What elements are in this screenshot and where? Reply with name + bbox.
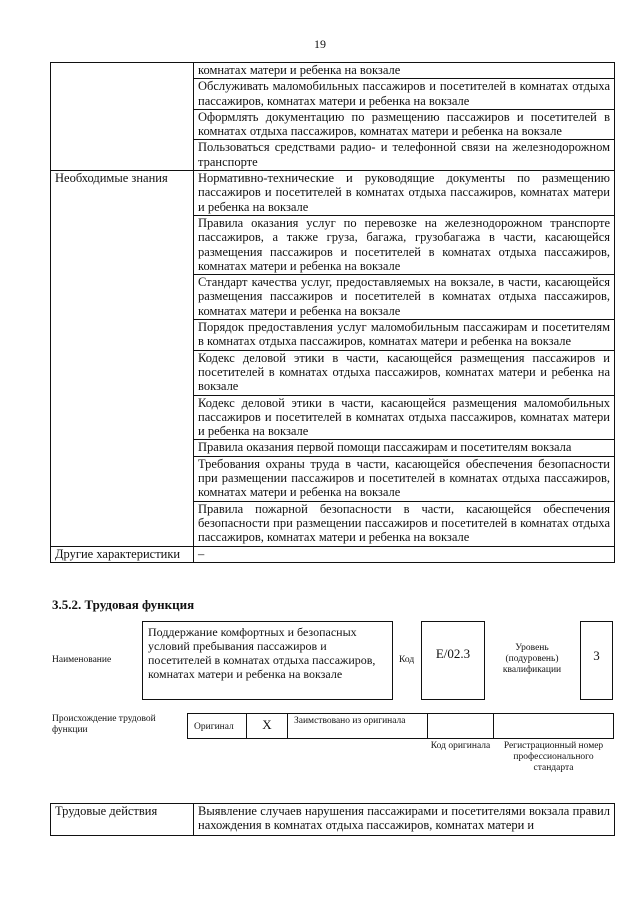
level-value-box: 3 — [580, 621, 613, 700]
table-row — [51, 63, 615, 79]
reg-number-caption: Регистрационный номер профессионального стандарта — [503, 741, 604, 773]
section-heading: 3.5.2. Трудовая функция — [52, 597, 195, 612]
original-mark-cell: X — [246, 713, 288, 739]
origin-label: Происхождение трудовой функции — [52, 714, 156, 735]
table-cell: Правила пожарной безопасности в части, касающейся обеспечения безопасности при размещении пассажиров и посетителей в комнатах отдыха пассажиров, комнатах матери и ребенка на вокзале — [194, 501, 615, 546]
table-cell: Правила оказания услуг по перевозке на железнодорожном транспорте пассажиров, а также груза, багажа, грузобагажа в части, касающейся размещения пассажиров и посетителей в комнатах отдыха пассажиров, комнатах матери и ребенка на вокзале — [194, 215, 615, 274]
origin-code-cell — [427, 713, 494, 739]
table-cell: Правила оказания первой помощи пассажирам и посетителям вокзала — [194, 440, 615, 456]
table-row — [51, 171, 615, 216]
labor-actions-table — [50, 803, 615, 836]
skills-knowledge-table — [50, 62, 615, 563]
code-value-box: E/02.3 — [421, 621, 485, 700]
table-row — [51, 804, 615, 836]
row-label — [51, 63, 194, 171]
table-cell: Кодекс деловой этики в части, касающейся размещения пассажиров и посетителей в комнатах отдыха пассажиров, комнатах матери и ребенка на вокзале — [194, 350, 615, 395]
original-label-cell: Оригинал — [187, 713, 247, 739]
page-number: 19 — [314, 37, 326, 51]
borrowed-label-cell: Заимствовано из оригинала — [287, 713, 428, 739]
table-cell: – — [194, 546, 615, 562]
table-cell: Порядок предоставления услуг маломобильным пассажирам и посетителям в комнатах отдыха пассажиров, комнатах матери и ребенка на вокзале — [194, 320, 615, 351]
table-cell: комнатах матери и ребенка на вокзале — [194, 63, 615, 79]
table-cell: Кодекс деловой этики в части, касающейся размещения маломобильных пассажиров и посетителей в комнатах отдыха пассажиров, комнатах матери и ребенка на вокзале — [194, 395, 615, 440]
origin-row — [187, 713, 614, 739]
table-cell: Стандарт качества услуг, предоставляемых на вокзале, в части, касающейся размещения пассажиров и посетителей в комнатах отдыха пассажиров, комнатах матери и ребенка на вокзале — [194, 275, 615, 320]
table-cell: Обслуживать маломобильных пассажиров и посетителей в комнатах отдыха пассажиров, комнатах матери и ребенка на вокзале — [194, 79, 615, 110]
table-cell: Выявление случаев нарушения пассажирами и посетителями вокзала правил нахождения в комнатах отдыха пассажиров, комнатах матери и — [194, 804, 615, 836]
level-label: Уровень (подуровень) квалификации — [502, 643, 562, 675]
reg-number-cell — [493, 713, 614, 739]
table-cell: Требования охраны труда в части, касающейся обеспечения безопасности при размещении пассажиров и посетителей в комнатах отдыха пассажиров, комнатах матери и ребенка на вокзале — [194, 456, 615, 501]
table-cell: Оформлять документацию по размещению пассажиров и посетителей в комнатах отдыха пассажиров, комнатах матери и ребенка на вокзале — [194, 109, 615, 140]
table-row — [51, 546, 615, 562]
function-name-box: Поддержание комфортных и безопасных условий пребывания пассажиров и посетителей в комнатах отдыха пассажиров, комнатах матери и ребенка на вокзале — [142, 621, 393, 700]
table-cell: Нормативно-технические и руководящие документы по размещению пассажиров и посетителей в комнатах отдыха пассажиров, комнатах матери и ребенка на вокзале — [194, 171, 615, 216]
row-label-labor-actions: Трудовые действия — [51, 804, 194, 836]
table-cell: Пользоваться средствами радио- и телефонной связи на железнодорожном транспорте — [194, 140, 615, 171]
code-label: Код — [399, 655, 415, 665]
name-label: Наименование — [52, 655, 112, 665]
row-label-other-characteristics: Другие характеристики — [51, 546, 194, 562]
row-label-required-knowledge: Необходимые знания — [51, 171, 194, 546]
origin-code-caption: Код оригинала — [430, 741, 491, 751]
